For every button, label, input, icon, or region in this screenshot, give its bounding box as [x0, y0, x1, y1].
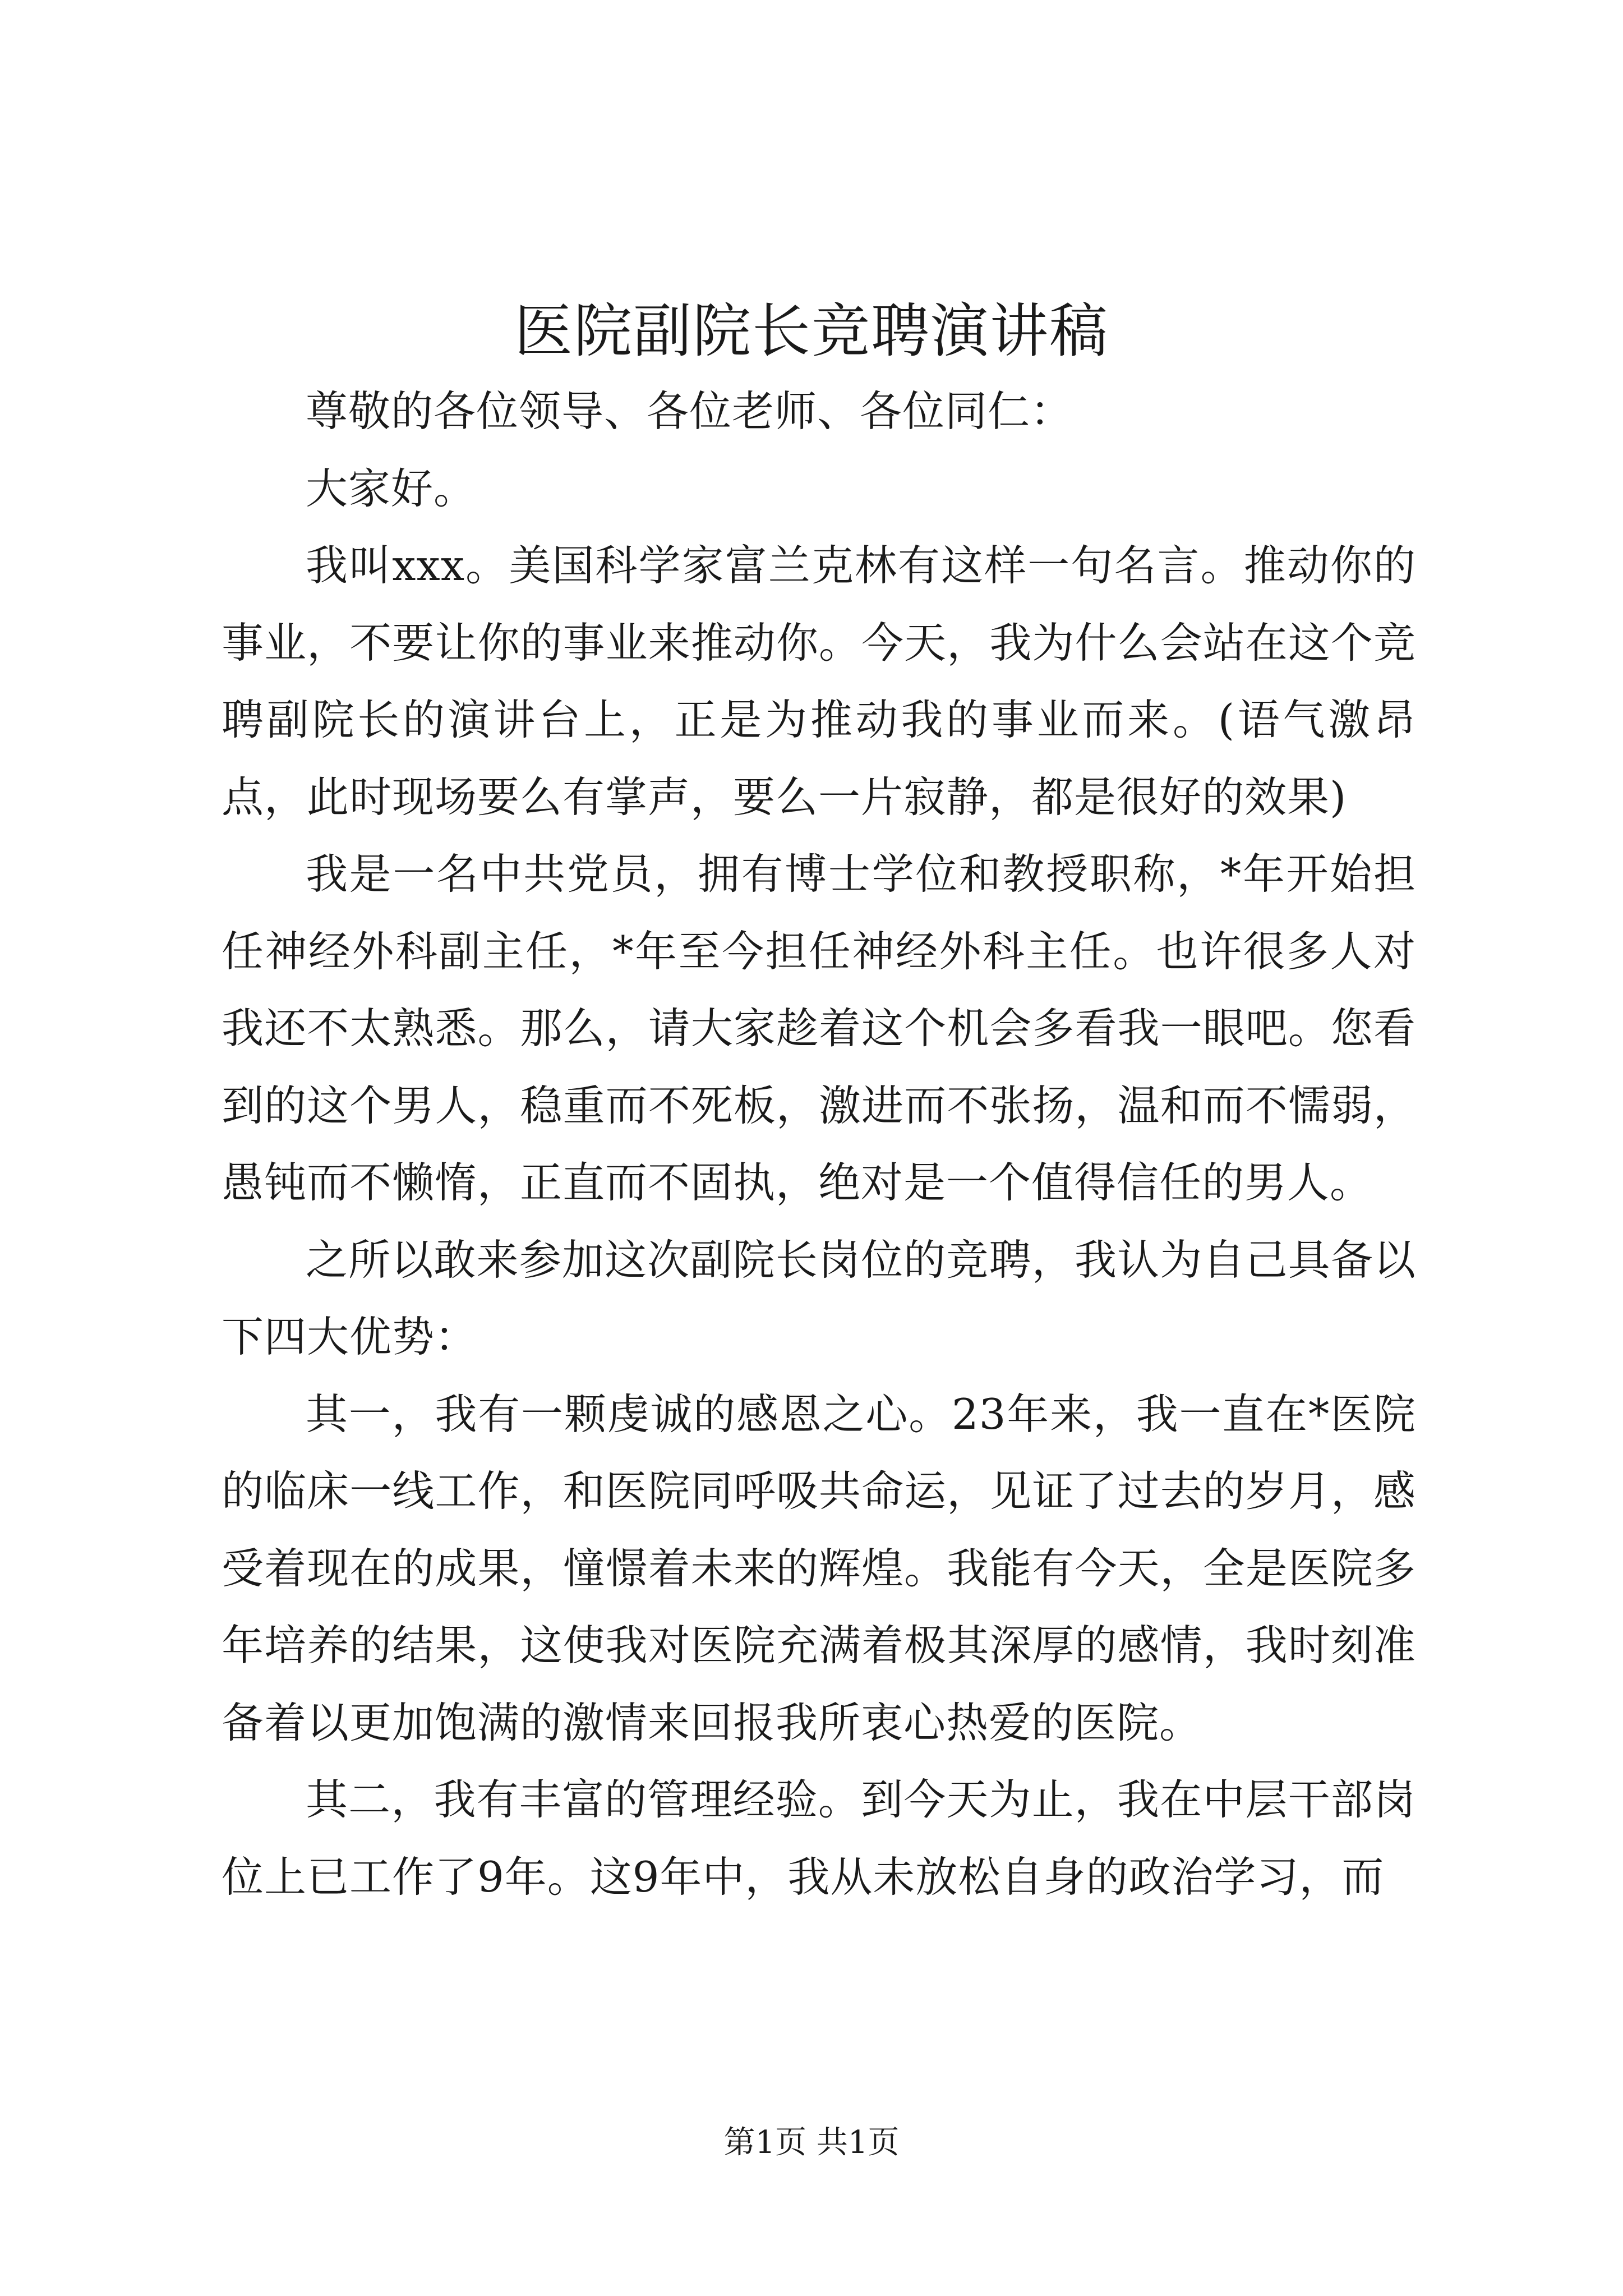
paragraph-introduction: 我叫xxx。美国科学家富兰克林有这样一句名言。推动你的事业，不要让你的事业来推动你。今天，我为什么会站在这个竞聘副院长的演讲台上，正是为推动我的事业而来。(语气激昂点，此时现场要么有掌声，要么一片寂静，都是很好的效果) [222, 541, 1416, 822]
page-number-footer: 第1页 共1页 [723, 2124, 900, 2161]
paragraph-advantages-intro: 之所以敢来参加这次副院长岗位的竞聘，我认为自己具备以下四大优势： [222, 1235, 1416, 1361]
document-title: 医院副院长竞聘演讲稿 [514, 297, 1109, 365]
paragraph-greeting: 大家好。 [306, 463, 477, 513]
paragraph-advantage-one: 其一，我有一颗虔诚的感恩之心。23年来，我一直在*医院的临床一线工作，和医院同呼吸共命运，见证了过去的岁月，感受着现在的成果，憧憬着未来的辉煌。我能有今天，全是医院多年培养的结果，这使我对医院充满着极其深厚的感情，我时刻准备着以更加饱满的激情来回报我所衷心热爱的医院。 [222, 1389, 1416, 1747]
paragraph-salutation: 尊敬的各位领导、各位老师、各位同仁： [306, 386, 1073, 436]
paragraph-advantage-two: 其二，我有丰富的管理经验。到今天为止，我在中层干部岗位上已工作了9年。这9年中，我从未放松自身的政治学习，而 [222, 1775, 1416, 1902]
document-body [222, 373, 1416, 1916]
paragraph-background: 我是一名中共党员，拥有博士学位和教授职称，*年开始担任神经外科副主任，*年至今担任神经外科主任。也许很多人对我还不太熟悉。那么，请大家趁着这个机会多看我一眼吧。您看到的这个男人，稳重而不死板，激进而不张扬，温和而不懦弱，愚钝而不懒惰，正直而不固执，绝对是一个值得信任的男人。 [222, 849, 1416, 1207]
